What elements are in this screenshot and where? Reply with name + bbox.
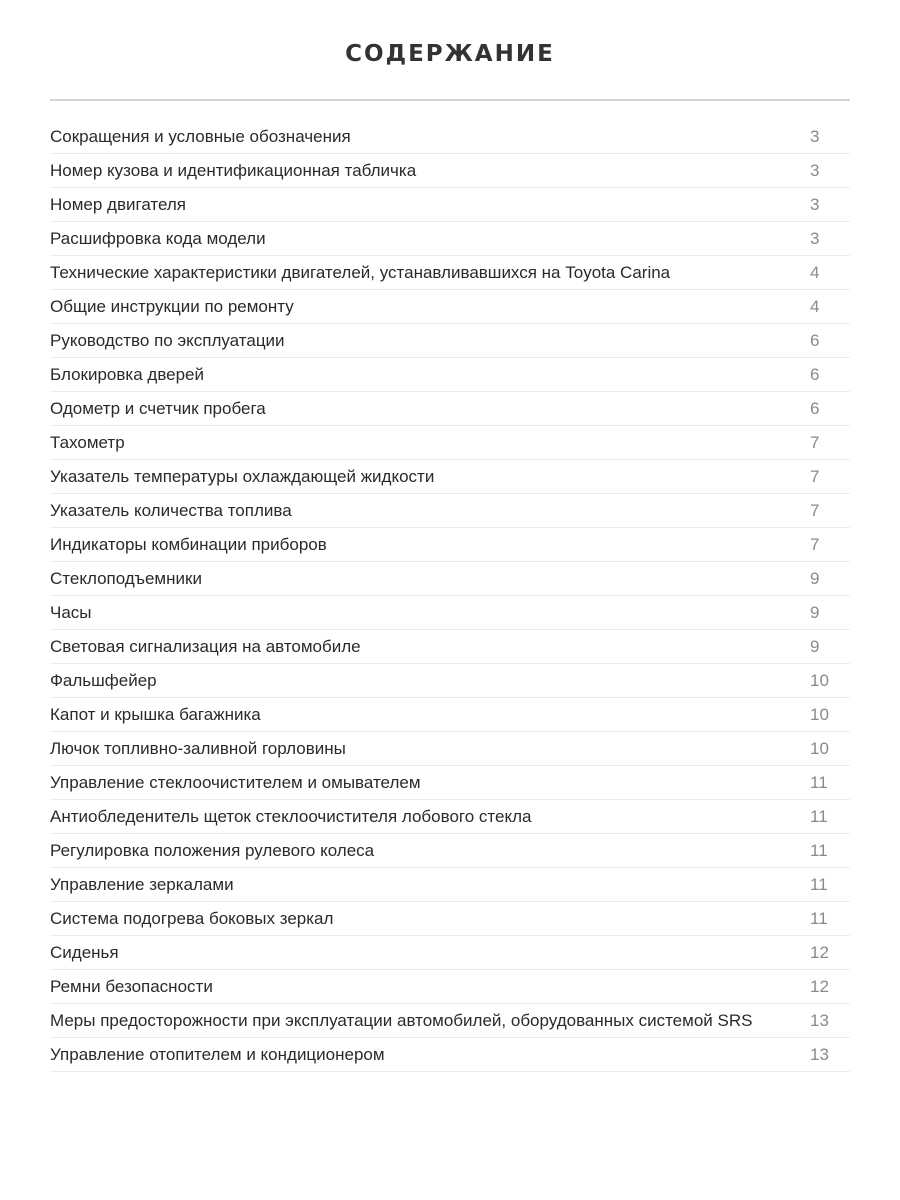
toc-entry[interactable] (50, 358, 850, 392)
toc-entry-page-number: 3 (810, 195, 820, 214)
toc-entry-title[interactable]: Управление отопителем и кондиционером (50, 1045, 385, 1064)
toc-entry-title[interactable]: Система подогрева боковых зеркал (50, 909, 334, 928)
toc-entry-title[interactable]: Указатель количества топлива (50, 501, 292, 520)
toc-entry-title[interactable]: Регулировка положения рулевого колеса (50, 841, 375, 860)
toc-entry[interactable] (50, 970, 850, 1004)
toc-entry-title[interactable]: Капот и крышка багажника (50, 705, 261, 724)
toc-entry[interactable] (50, 324, 850, 358)
toc-entry-page-number: 11 (810, 841, 828, 860)
toc-entry[interactable] (50, 460, 850, 494)
toc-entry[interactable] (50, 664, 850, 698)
toc-entry-title[interactable]: Меры предосторожности при эксплуатации автомобилей, оборудованных системой SRS (50, 1011, 753, 1030)
toc-entry-title[interactable]: Световая сигнализация на автомобиле (50, 637, 361, 656)
toc-entry-page-number: 10 (810, 739, 829, 758)
toc-entry[interactable] (50, 732, 850, 766)
page-title: СОДЕРЖАНИЕ (345, 41, 555, 67)
toc-entry-page-number: 9 (810, 569, 820, 588)
toc-entry-title[interactable]: Стеклоподъемники (50, 569, 202, 588)
title-divider (50, 99, 850, 101)
toc-entry[interactable] (50, 868, 850, 902)
toc-entry[interactable] (50, 800, 850, 834)
toc-entry[interactable] (50, 630, 850, 664)
toc-entry-page-number: 6 (810, 331, 820, 350)
toc-entry-page-number: 10 (810, 705, 829, 724)
toc-entry[interactable] (50, 494, 850, 528)
toc-entry-page-number: 6 (810, 399, 820, 418)
toc-entry-page-number: 7 (810, 501, 820, 520)
toc-entry-page-number: 3 (810, 127, 820, 146)
toc-entry[interactable] (50, 766, 850, 800)
toc-entry[interactable] (50, 426, 850, 460)
toc-entry-title[interactable]: Номер двигателя (50, 195, 187, 214)
toc-entry[interactable] (50, 834, 850, 868)
toc-entry-title[interactable]: Сиденья (50, 943, 119, 962)
toc-entry-page-number: 12 (810, 977, 829, 996)
toc-entry-page-number: 7 (810, 467, 820, 486)
toc-entry-title[interactable]: Технические характеристики двигателей, устанавливавшихся на Toyota Carina (50, 263, 671, 282)
toc-entry[interactable] (50, 188, 850, 222)
toc-entry-page-number: 4 (810, 263, 820, 282)
toc-entry-page-number: 13 (810, 1045, 829, 1064)
toc-entry[interactable] (50, 222, 850, 256)
toc-entry-page-number: 9 (810, 603, 820, 622)
toc-entry-title[interactable]: Общие инструкции по ремонту (50, 297, 294, 316)
toc-entry-page-number: 11 (810, 773, 828, 792)
toc-entry[interactable] (50, 1004, 850, 1038)
toc-entry-page-number: 13 (810, 1011, 829, 1030)
toc-entry[interactable] (50, 290, 850, 324)
toc-entry[interactable] (50, 902, 850, 936)
toc-entry-title[interactable]: Блокировка дверей (50, 365, 205, 384)
toc-entry-title[interactable]: Фальшфейер (50, 671, 157, 690)
toc-entry-title[interactable]: Указатель температуры охлаждающей жидкости (50, 467, 435, 486)
toc-entry[interactable] (50, 120, 850, 154)
toc-entry[interactable] (50, 562, 850, 596)
toc-entry-page-number: 6 (810, 365, 820, 384)
toc-entry[interactable] (50, 1038, 850, 1072)
toc-entry-page-number: 4 (810, 297, 820, 316)
toc-entry-title[interactable]: Ремни безопасности (50, 977, 213, 996)
toc-entry-page-number: 12 (810, 943, 829, 962)
toc-entry-title[interactable]: Часы (50, 603, 92, 622)
toc-entry-title[interactable]: Управление зеркалами (50, 875, 234, 894)
toc-entry-page-number: 7 (810, 535, 820, 554)
toc-entry-title[interactable]: Управление стеклоочистителем и омывателем (50, 773, 421, 792)
toc-entry-title[interactable]: Антиобледенитель щеток стеклоочистителя лобового стекла (50, 807, 532, 826)
toc-entry-page-number: 7 (810, 433, 820, 452)
toc-entry-title[interactable]: Расшифровка кода модели (50, 229, 266, 248)
toc-entry[interactable] (50, 154, 850, 188)
toc-entry-title[interactable]: Тахометр (50, 433, 125, 452)
toc-entry[interactable] (50, 256, 850, 290)
toc-entry[interactable] (50, 596, 850, 630)
toc-entry[interactable] (50, 392, 850, 426)
toc-entry-page-number: 11 (810, 875, 828, 894)
table-of-contents (50, 120, 850, 1072)
toc-entry-title[interactable]: Индикаторы комбинации приборов (50, 535, 327, 554)
toc-entry-page-number: 10 (810, 671, 829, 690)
toc-entry[interactable] (50, 936, 850, 970)
toc-entry[interactable] (50, 698, 850, 732)
toc-entry-title[interactable]: Сокращения и условные обозначения (50, 127, 351, 146)
toc-entry-page-number: 3 (810, 161, 820, 180)
toc-entry-page-number: 11 (810, 807, 828, 826)
toc-entry-page-number: 3 (810, 229, 820, 248)
toc-entry-page-number: 11 (810, 909, 828, 928)
toc-entry[interactable] (50, 528, 850, 562)
toc-entry-page-number: 9 (810, 637, 820, 656)
toc-entry-title[interactable]: Руководство по эксплуатации (50, 331, 285, 350)
toc-entry-title[interactable]: Номер кузова и идентификационная табличка (50, 161, 417, 180)
toc-entry-title[interactable]: Одометр и счетчик пробега (50, 399, 266, 418)
toc-entry-title[interactable]: Лючок топливно-заливной горловины (50, 739, 346, 758)
